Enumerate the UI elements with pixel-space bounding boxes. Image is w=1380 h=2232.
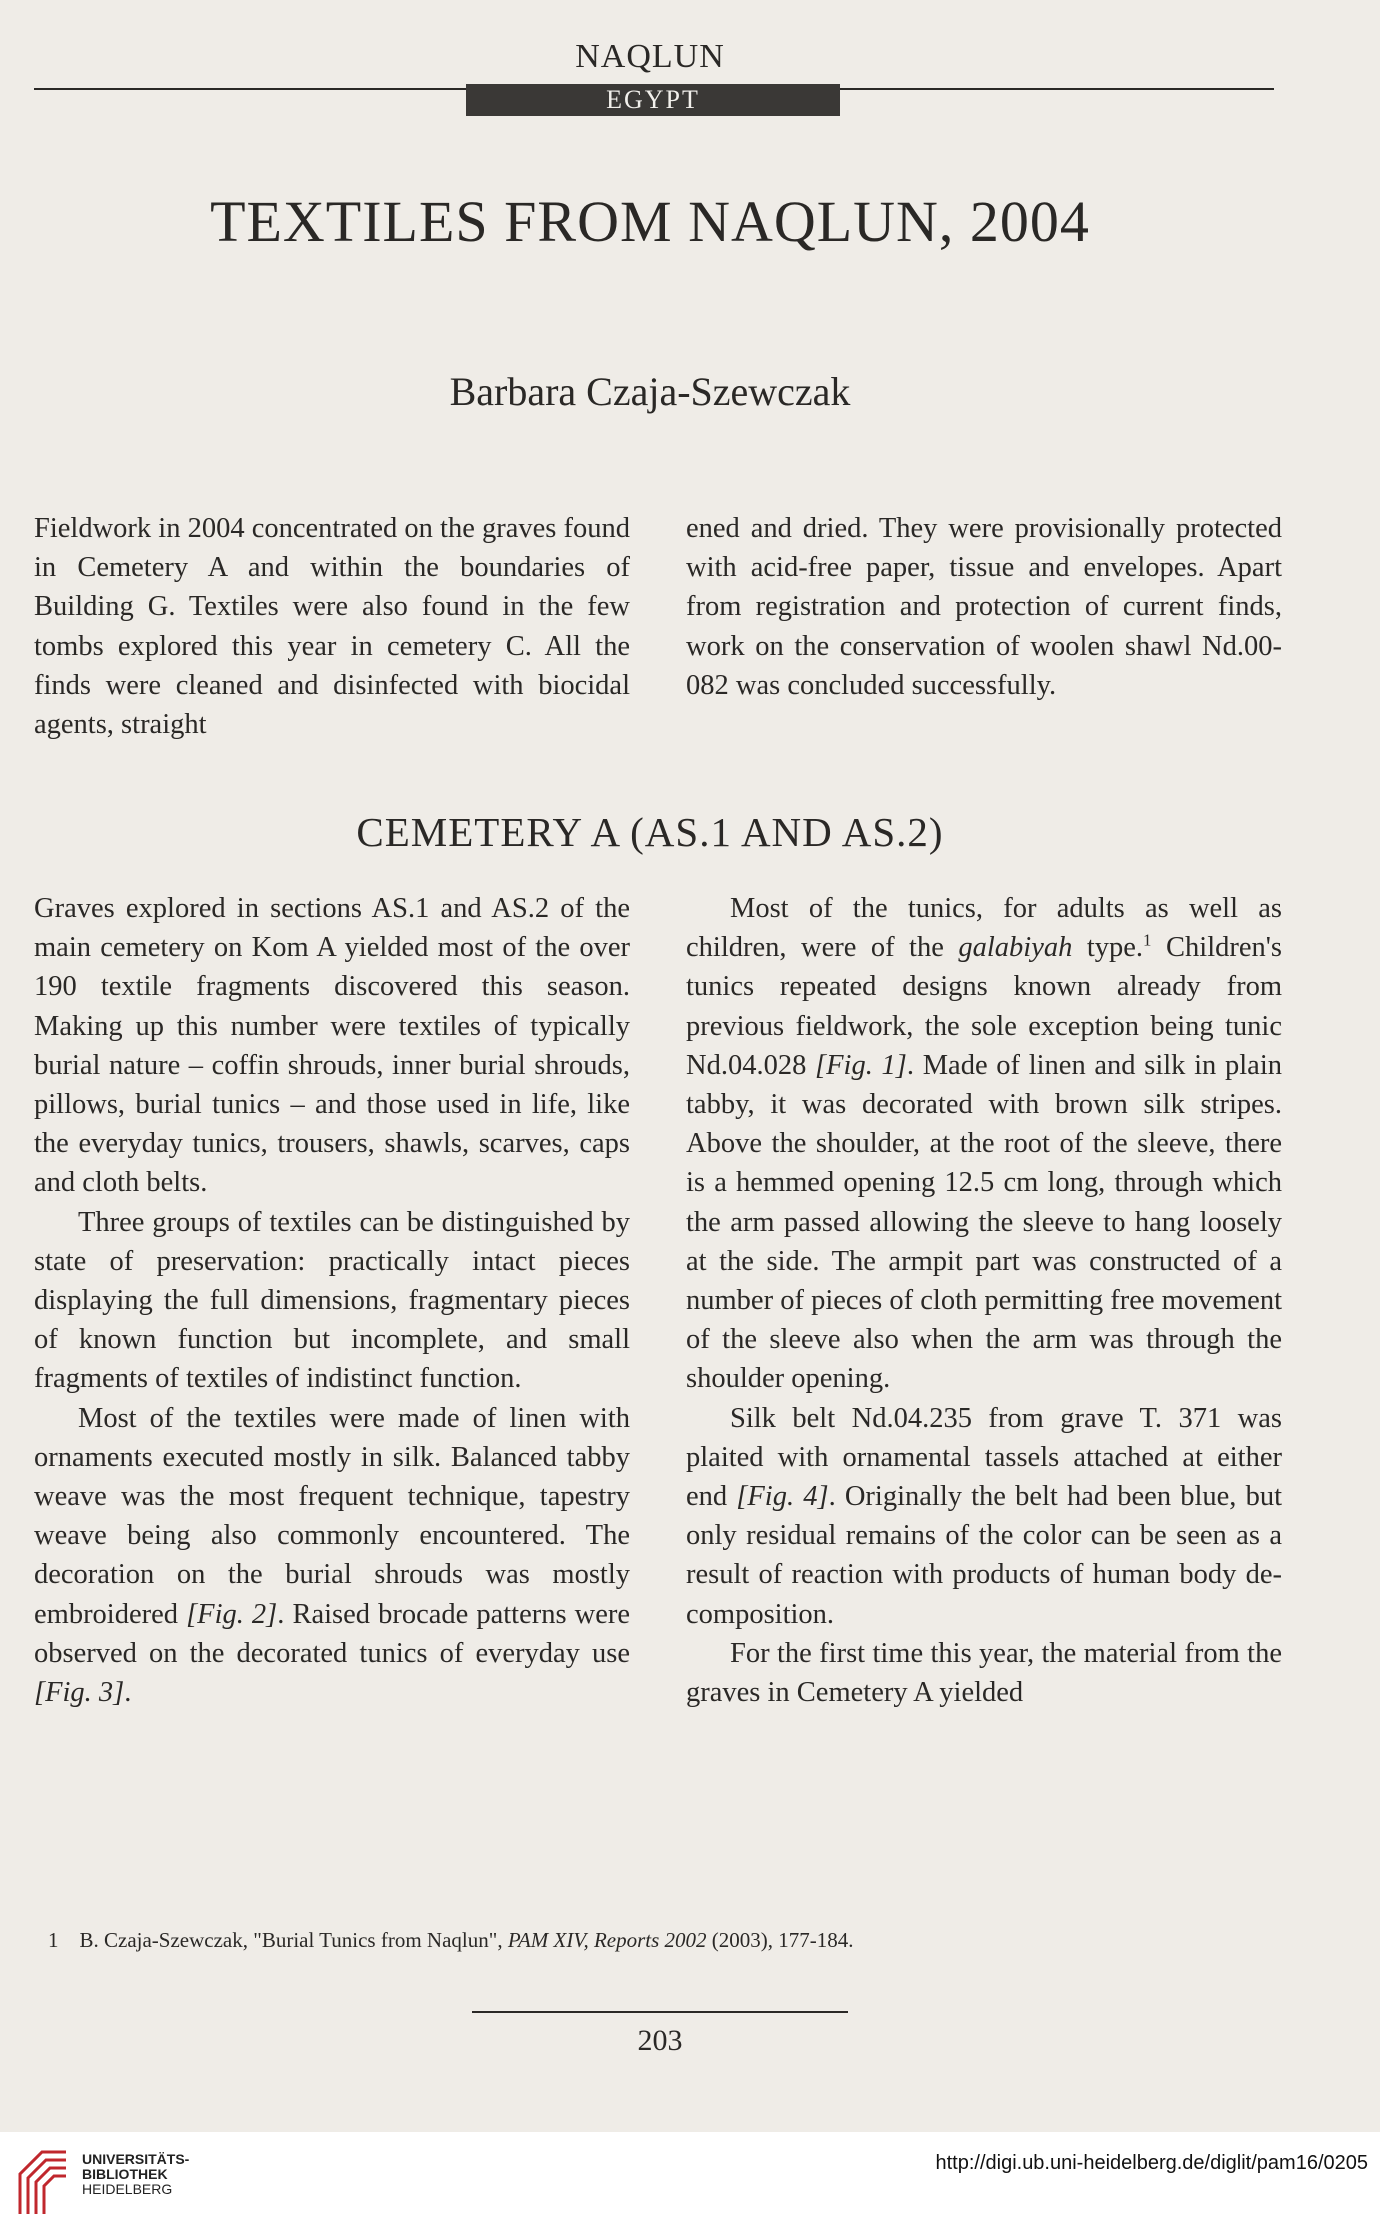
- footnote-journal: PAM XIV, Reports 2002: [507, 1928, 707, 1952]
- source-url-link[interactable]: http://digi.ub.uni-heidelberg.de/diglit/pam16/0205: [935, 2152, 1368, 2174]
- paragraph-silk-belt: [686, 1399, 1282, 1634]
- intro-left-column: [34, 509, 630, 744]
- paragraph-text: Silk belt Nd.04.235 from grave T. 371 was plaited with ornamental tassels attached at either end: [686, 1402, 1282, 1513]
- footnote-text: B. Czaja-Szewczak, "Burial Tunics from Naqlun",: [79, 1928, 508, 1952]
- paragraph-text: . Originally the belt had been blue, but only residual remains of the color can be seen as a result of reaction with products of human body decomposition.: [686, 1481, 1282, 1630]
- section-band: EGYPT: [466, 84, 840, 116]
- body-right-column: [686, 889, 1282, 1712]
- library-name-line: HEIDELBERG: [82, 2181, 173, 2197]
- paragraph-materials: [34, 1399, 630, 1713]
- paragraph-text: type.: [1072, 932, 1144, 964]
- intro-paragraph-left: Fieldwork in 2004 concentrated on the graves found in Cemetery A and within the boundaries of Building G. Textiles were also found in the few tombs explored this year in cemetery C. All the finds were cleaned and disinfected with biocidal agents, straight: [34, 513, 630, 741]
- body-left-column: [34, 889, 630, 1712]
- intro-right-column: [686, 509, 1282, 705]
- library-name-line: UNIVERSITÄTS-: [82, 2151, 190, 2167]
- article-author: Barbara Czaja-Szewczak: [449, 369, 851, 414]
- footnote-marker[interactable]: 1: [1143, 930, 1152, 950]
- footnote-text: (2003), 177-184.: [706, 1928, 854, 1952]
- figure-reference-4: [Fig. 4]: [736, 1481, 829, 1513]
- paragraph-preservation-groups: Three groups of textiles can be distinguished by state of preservation: practically intact pieces displaying the full dimensions, fragmentary pieces of known function but incomplete, and small fragments of textiles of indistinct function.: [34, 1206, 630, 1395]
- paragraph-text: Most of the textiles were made of linen with ornaments executed mostly in silk. Balanced tabby weave was the most frequent technique, tapestry weave being also commonly encountered. The decoration on the burial shrouds was mostly embroidered: [34, 1402, 630, 1630]
- footnote: [48, 1928, 1248, 1953]
- section-heading: CEMETERY A (AS.1 AND AS.2): [356, 809, 944, 855]
- paragraph-text: .: [124, 1677, 132, 1709]
- paragraph-text: . Raised brocade patterns were observed on the decorated tunics of everyday use: [34, 1598, 630, 1669]
- footnote-number: 1: [48, 1928, 59, 1952]
- library-name[interactable]: [82, 2152, 189, 2197]
- library-name-line: BIBLIOTHEK: [82, 2166, 168, 2182]
- paragraph-first-time: For the first time this year, the material from the graves in Cemetery A yielded: [686, 1637, 1282, 1709]
- paragraph-text: Children's tunics repeated designs known already from previous fieldwork, the sole exception being tunic Nd.04.028: [686, 932, 1282, 1081]
- paragraph-tunics: [686, 889, 1282, 1399]
- italic-term: galabiyah: [958, 932, 1073, 964]
- page-number: 203: [637, 2024, 683, 2057]
- paragraph-text: . Made of linen and silk in plain tabby, it was decorated with brown silk stripes. Above the shoulder, at the root of the sleeve, there is a hemmed opening 12.5 cm long, through which the arm passed allowing the sleeve to hang loosely at the side. The armpit part was constructed of a number of pieces of cloth permitting free movement of the sleeve also when the arm was through the shoulder opening.: [686, 1049, 1282, 1395]
- digital-library-footer: [0, 2132, 1380, 2232]
- figure-reference-1: [Fig. 1]: [815, 1049, 907, 1081]
- figure-reference-3: [Fig. 3]: [34, 1677, 125, 1709]
- figure-reference-2: [Fig. 2]: [186, 1598, 278, 1630]
- footer-rule: [472, 2011, 848, 2013]
- intro-paragraph-right: ened and dried. They were provisionally protected with acid-free paper, tissue and envelopes. Apart from registration and protection of current finds, work on the conservation of woolen shawl Nd.00-082 was concluded successfully.: [686, 513, 1282, 701]
- article-title: TEXTILES FROM NAQLUN, 2004: [210, 189, 1090, 254]
- paragraph-graves-explored: Graves explored in sections AS.1 and AS.2 of the main cemetery on Kom A yielded most of the over 190 textile fragments discovered this season. Making up this number were textiles of typically burial nature – coffin shrouds, inner burial shrouds, pillows, burial tunics – and those used in life, like the everyday tunics, trousers, shawls, scarves, caps and cloth belts.: [34, 893, 630, 1199]
- running-title: NAQLUN: [575, 38, 725, 75]
- paragraph-text: Most of the tunics, for adults as well as children, were of the: [686, 893, 1282, 964]
- university-library-logo-icon[interactable]: [12, 2144, 74, 2216]
